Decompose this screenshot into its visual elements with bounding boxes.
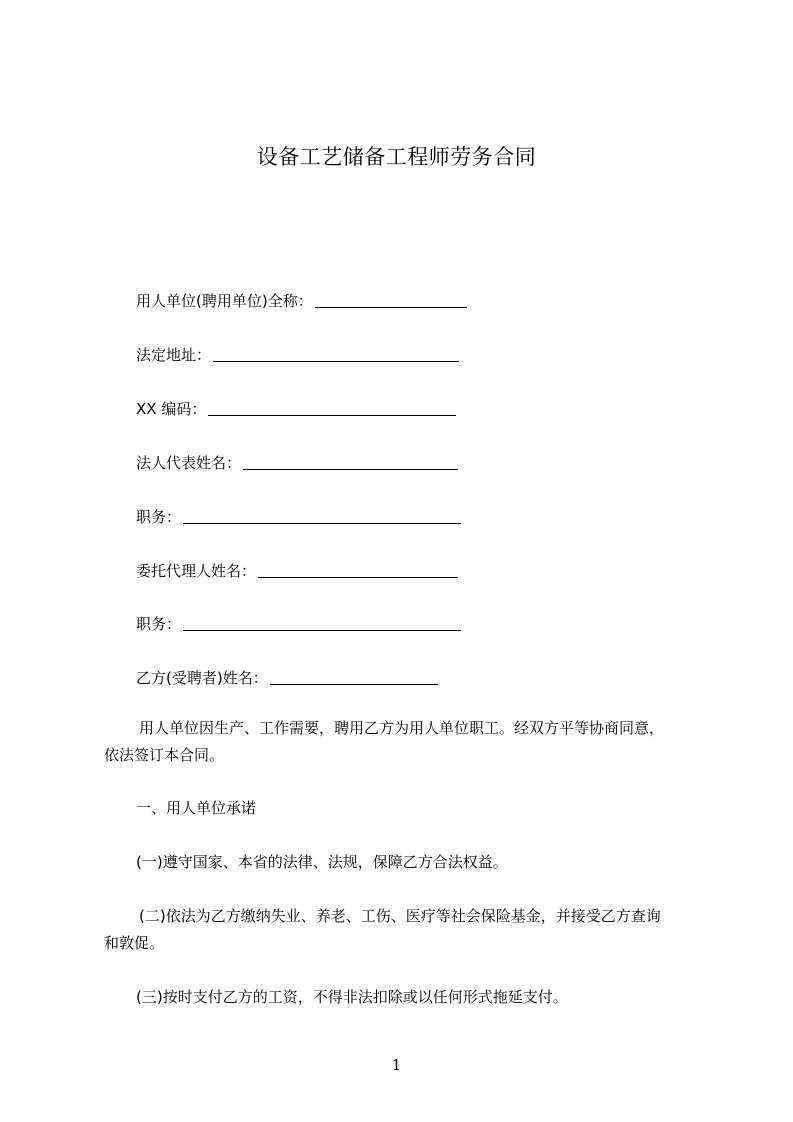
employer-name-label: 用人单位(聘用单位)全称： [136,292,313,310]
clause-3: (三)按时支付乙方的工资，不得非法扣除或以任何形式拖延支付。 [136,988,568,1006]
legal-rep-position-label: 职务： [136,508,182,526]
clause-2-line-1: (二)依法为乙方缴纳失业、养老、工伤、医疗等社会保险基金，并接受乙方查询 [139,907,661,925]
clause-2-line-2: 和敦促。 [104,934,165,952]
legal-address-blank[interactable] [213,361,459,362]
employee-name-label: 乙方(受聘者)姓名： [136,669,268,687]
agent-position-blank[interactable] [183,630,461,631]
code-blank[interactable] [208,415,456,416]
legal-address-label: 法定地址： [136,346,212,364]
legal-rep-name-field [136,453,458,473]
legal-rep-position-field [136,507,461,527]
legal-address-field [136,345,459,365]
legal-rep-name-blank[interactable] [243,469,458,470]
agent-position-field [136,614,461,634]
agent-name-field [136,561,458,581]
employee-name-field [136,668,438,688]
page-number: 1 [391,1056,402,1074]
employee-name-blank[interactable] [270,684,438,685]
legal-rep-position-blank[interactable] [183,523,461,524]
intro-line-2: 依法签订本合同。 [104,746,225,764]
employer-name-blank[interactable] [315,307,467,308]
section-1-heading: 一、用人单位承诺 [136,799,257,817]
code-field [136,399,456,419]
contract-title: 设备工艺储备工程师劳务合同 [256,145,537,169]
legal-rep-name-label: 法人代表姓名： [136,454,242,472]
intro-line-1: 用人单位因生产、工作需要，聘用乙方为用人单位职工。经双方平等协商同意， [139,719,665,737]
agent-name-blank[interactable] [258,577,458,578]
clause-1: (一)遵守国家、本省的法律、法规，保障乙方合法权益。 [136,853,508,871]
code-label: XX 编码： [136,400,207,418]
agent-name-label: 委托代理人姓名： [136,562,257,580]
agent-position-label: 职务： [136,615,182,633]
employer-name-field [136,291,467,311]
